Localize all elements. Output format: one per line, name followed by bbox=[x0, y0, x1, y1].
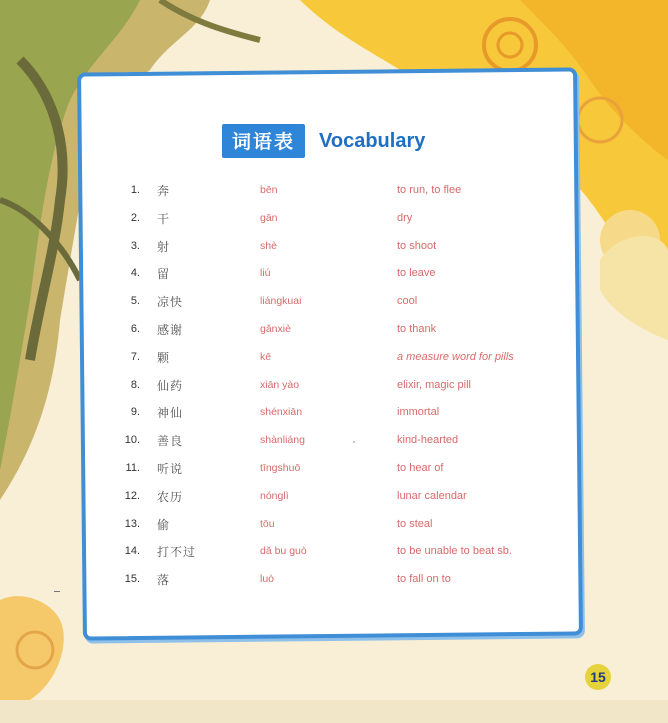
list-item bbox=[110, 206, 550, 234]
list-item bbox=[110, 261, 550, 289]
item-hanzi: 善良 bbox=[157, 434, 184, 449]
item-number: 11. bbox=[125, 461, 140, 474]
title-english: Vocabulary bbox=[319, 129, 426, 152]
item-number: 12. bbox=[124, 489, 140, 502]
list-item bbox=[110, 289, 550, 317]
item-pinyin: liángkuai bbox=[260, 295, 302, 308]
list-item bbox=[110, 484, 550, 512]
item-pinyin: liú bbox=[260, 267, 271, 280]
item-pinyin: gǎnxiè bbox=[260, 322, 291, 335]
item-pinyin: nónglì bbox=[260, 489, 289, 502]
item-english: to be unable to beat sb. bbox=[397, 545, 512, 558]
item-hanzi: 打不过 bbox=[157, 545, 197, 560]
stray-mark bbox=[353, 441, 355, 443]
item-hanzi: 凉快 bbox=[157, 295, 184, 310]
item-hanzi: 偷 bbox=[157, 517, 171, 532]
item-number: 3. bbox=[130, 239, 140, 252]
list-item bbox=[110, 512, 550, 540]
list-item bbox=[110, 178, 550, 206]
item-pinyin: bēn bbox=[260, 184, 278, 196]
list-item bbox=[110, 234, 550, 262]
title-chinese: 词语表 bbox=[222, 124, 305, 158]
list-item bbox=[110, 567, 550, 595]
item-number: 13. bbox=[124, 517, 140, 530]
item-number: 14. bbox=[124, 545, 140, 558]
item-pinyin: shànliáng bbox=[260, 434, 305, 447]
vocabulary-list bbox=[110, 178, 550, 595]
list-item bbox=[110, 428, 550, 456]
item-pinyin: tīngshuō bbox=[260, 461, 301, 474]
item-pinyin: gān bbox=[260, 211, 278, 224]
item-hanzi: 仙药 bbox=[157, 378, 184, 393]
item-hanzi: 留 bbox=[157, 267, 171, 282]
item-pinyin: shè bbox=[260, 239, 277, 252]
item-english: a measure word for pills bbox=[397, 350, 514, 363]
item-english: to thank bbox=[397, 322, 437, 335]
list-item bbox=[110, 317, 550, 345]
vocabulary-header bbox=[222, 125, 425, 157]
item-english: to run, to flee bbox=[397, 184, 462, 196]
item-english: to shoot bbox=[397, 239, 437, 252]
item-pinyin: dǎ bu guò bbox=[260, 545, 307, 558]
item-pinyin: shénxiān bbox=[260, 406, 303, 419]
item-hanzi: 射 bbox=[157, 239, 171, 254]
item-english: elixir, magic pill bbox=[397, 378, 471, 391]
item-number: 6. bbox=[130, 322, 140, 335]
item-pinyin: kē bbox=[260, 350, 272, 363]
item-english: cool bbox=[397, 295, 418, 308]
page-number-badge bbox=[585, 664, 611, 690]
item-english: to hear of bbox=[397, 461, 444, 474]
item-hanzi: 神仙 bbox=[157, 406, 184, 421]
list-item bbox=[110, 345, 550, 373]
item-number: 2. bbox=[130, 211, 140, 224]
item-number: 8. bbox=[130, 378, 140, 391]
item-english: lunar calendar bbox=[397, 489, 467, 502]
item-hanzi: 奔 bbox=[157, 184, 171, 198]
item-number: 10. bbox=[124, 434, 140, 447]
item-pinyin: tōu bbox=[260, 517, 275, 530]
list-item bbox=[110, 373, 550, 401]
item-pinyin: luò bbox=[260, 573, 275, 586]
item-hanzi: 听说 bbox=[157, 461, 184, 476]
item-english: to steal bbox=[397, 517, 433, 530]
item-hanzi: 落 bbox=[157, 573, 171, 588]
item-hanzi: 感谢 bbox=[157, 322, 184, 337]
stray-dash bbox=[54, 591, 60, 592]
item-hanzi: 颗 bbox=[157, 350, 171, 365]
item-english: immortal bbox=[397, 406, 440, 419]
item-number: 5. bbox=[130, 295, 140, 308]
list-item bbox=[110, 539, 550, 567]
item-hanzi: 农历 bbox=[157, 489, 184, 504]
item-english: to fall on to bbox=[397, 573, 451, 586]
list-item bbox=[110, 456, 550, 484]
page-number: 15 bbox=[590, 669, 606, 685]
item-number: 15. bbox=[124, 573, 140, 586]
item-number: 4. bbox=[130, 267, 140, 280]
item-pinyin: xiān yào bbox=[260, 378, 300, 391]
item-english: dry bbox=[397, 211, 413, 224]
item-number: 1. bbox=[130, 184, 140, 196]
item-english: kind-hearted bbox=[397, 434, 459, 447]
item-hanzi: 干 bbox=[157, 211, 171, 226]
item-number: 7. bbox=[130, 350, 140, 363]
item-english: to leave bbox=[397, 267, 436, 280]
list-item bbox=[110, 400, 550, 428]
item-number: 9. bbox=[130, 406, 140, 419]
